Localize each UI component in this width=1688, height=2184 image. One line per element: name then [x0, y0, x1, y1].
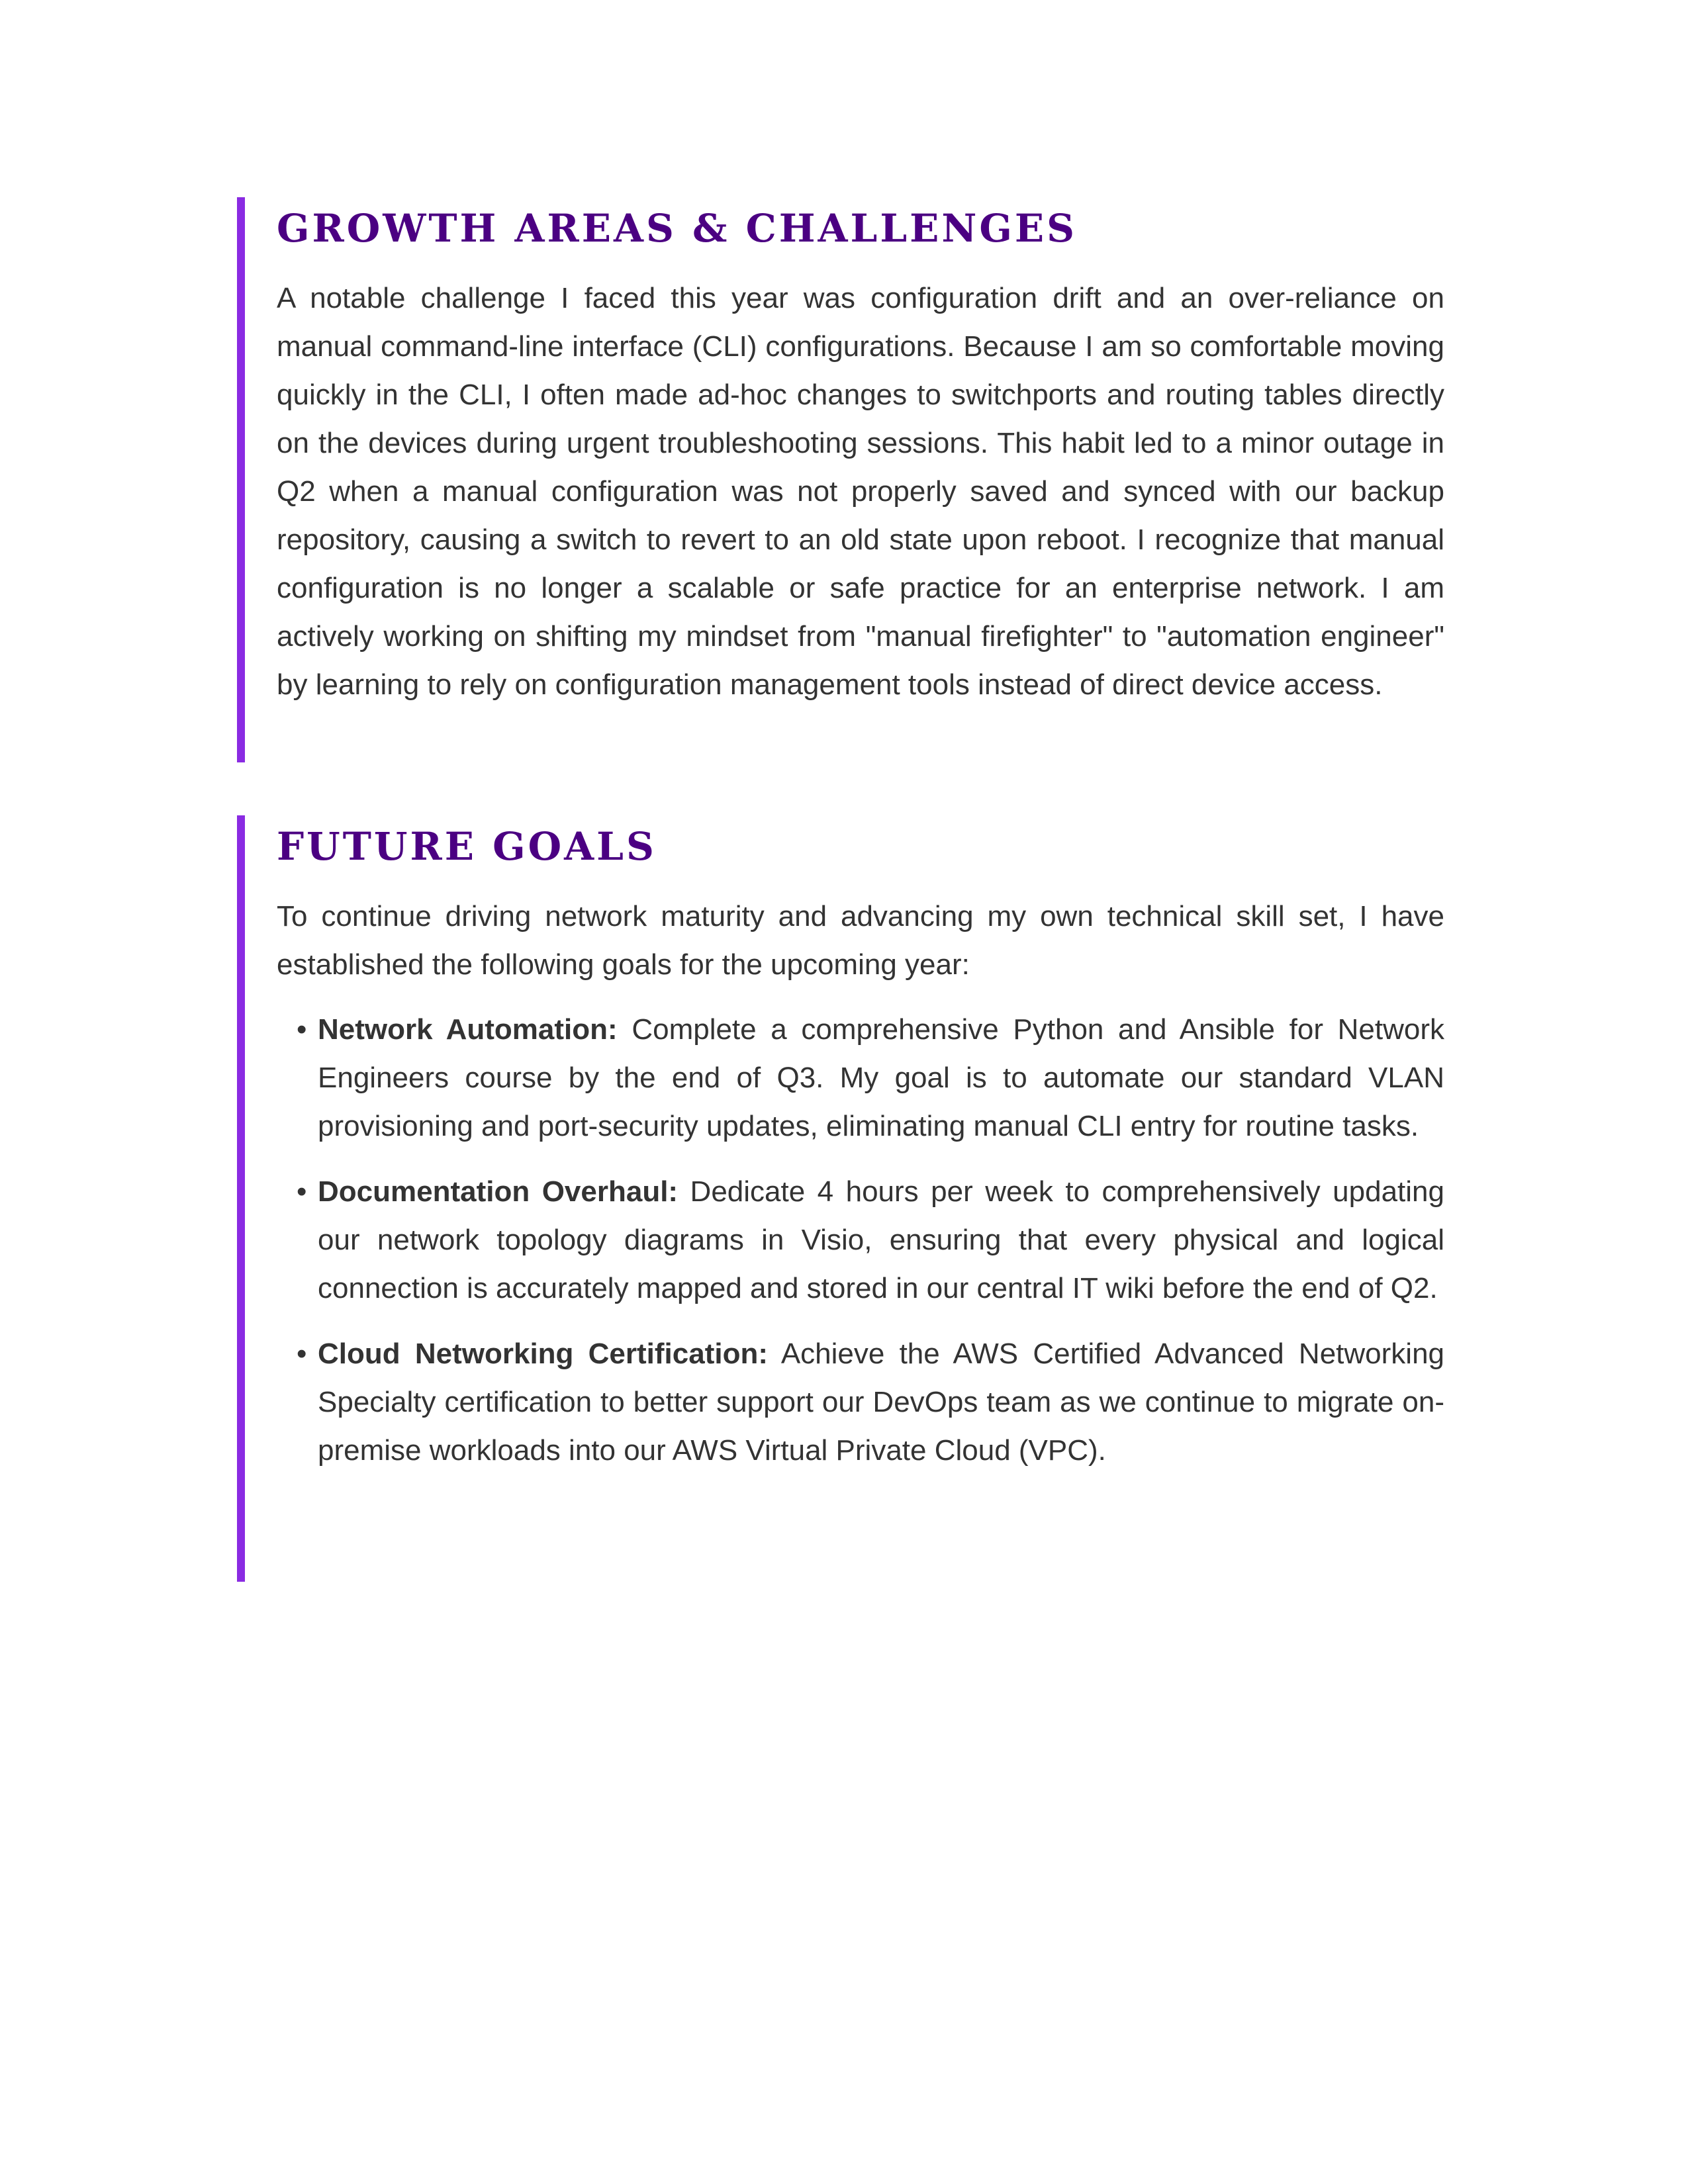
future-goals-heading: FUTURE GOALS	[277, 824, 657, 869]
goal-text: Dedicate 4 hours per week to comprehensively updating our network topology diagrams in Visio, ensuring that every physical and logical connection is accurately mapped and stored in our central IT wiki before the end of Q2.	[318, 1175, 1444, 1304]
bullet-icon: •	[297, 1338, 307, 1370]
bullet-icon: •	[297, 1175, 307, 1208]
goal-item	[277, 1330, 1444, 1475]
goal-item	[277, 1005, 1444, 1150]
growth-areas-section	[237, 197, 1444, 762]
goal-title: Documentation Overhaul:	[318, 1175, 679, 1208]
goal-text: Achieve the AWS Certified Advanced Networking Specialty certification to better support our DevOps team as we continue to migrate on-premise workloads into our AWS Virtual Private Cloud (VPC).	[318, 1338, 1445, 1467]
future-goals-intro: To continue driving network maturity and advancing my own technical skill set, I have established the following goals for the upcoming year:	[277, 900, 1444, 981]
goals-list	[277, 1005, 1444, 1475]
future-goals-section	[237, 815, 1444, 1582]
bullet-icon: •	[297, 1013, 307, 1046]
growth-areas-heading: GROWTH AREAS & CHALLENGES	[277, 206, 1077, 251]
goal-title: Cloud Networking Certification:	[318, 1338, 769, 1370]
goal-item	[277, 1167, 1444, 1312]
goal-text: Complete a comprehensive Python and Ansible for Network Engineers course by the end of Q3. My goal is to automate our standard VLAN provisioning and port-security updates, eliminating manual CLI entry for routine tasks.	[318, 1013, 1444, 1142]
goal-title: Network Automation:	[318, 1013, 618, 1046]
growth-areas-body: A notable challenge I faced this year was configuration drift and an over-reliance on manual command-line interface (CLI) configurations. Because I am so comfortable moving quickly in the CLI, I often made ad-hoc changes to switchports and routing tables directly on the devices during urgent troubleshooting sessions. This habit led to a minor outage in Q2 when a manual configuration was not properly saved and synced with our backup repository, causing a switch to revert to an old state upon reboot. I recognize that manual configuration is no longer a scalable or safe practice for an enterprise network. I am actively working on shifting my mindset from "manual firefighter" to "automation engineer" by learning to rely on configuration management tools instead of direct device access.	[277, 282, 1444, 701]
